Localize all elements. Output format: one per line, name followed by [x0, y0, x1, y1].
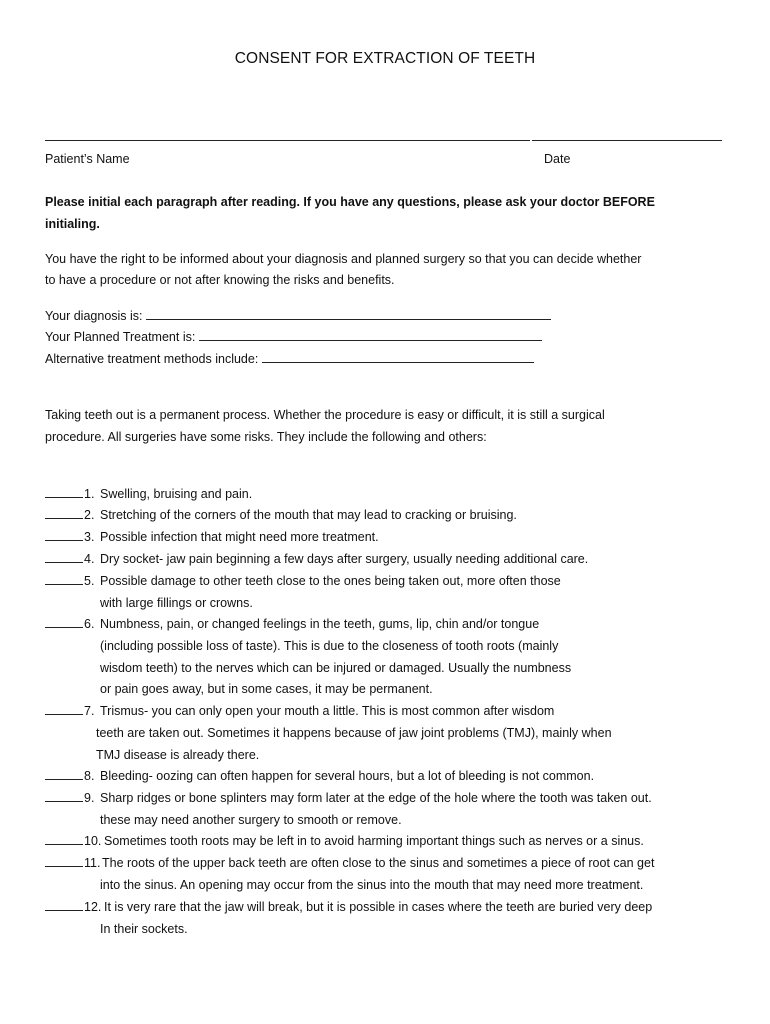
alternative-field: [45, 350, 534, 367]
risk-number: 11.: [84, 856, 101, 870]
diagnosis-field: [45, 307, 551, 324]
risk-text: Trismus- you can only open your mouth a little. This is most common after wisdom: [100, 704, 555, 718]
risk-item-4: [45, 551, 589, 567]
date-label: Date: [544, 152, 571, 166]
risk-item-11: [45, 855, 655, 871]
initial-blank[interactable]: [45, 833, 83, 845]
instructions-line-2: initialing.: [45, 217, 100, 231]
risk-item-8: [45, 768, 595, 784]
risk-text-continued: teeth are taken out. Sometimes it happens because of jaw joint problems (TMJ), mainly when: [96, 725, 612, 740]
risk-number: 10.: [84, 834, 102, 848]
risk-text: Bleeding- oozing can often happen for several hours, but a lot of bleeding is not common.: [100, 769, 595, 783]
initial-blank[interactable]: [45, 529, 83, 541]
risk-text: The roots of the upper back teeth are often close to the sinus and sometimes a piece of root can get: [102, 856, 655, 870]
risk-text: Possible damage to other teeth close to the ones being taken out, more often those: [100, 574, 561, 588]
document-title: CONSENT FOR EXTRACTION OF TEETH: [234, 50, 536, 67]
rights-line-1: You have the right to be informed about your diagnosis and planned surgery so that you can decide whether: [45, 252, 642, 266]
risk-text-continued: wisdom teeth) to the nerves which can be injured or damaged. Usually the numbness: [100, 660, 572, 675]
risk-item-1: [45, 486, 253, 502]
risk-number: 4.: [84, 552, 95, 566]
initial-blank[interactable]: [45, 768, 83, 780]
initial-blank[interactable]: [45, 486, 83, 498]
risk-item-10: [45, 833, 644, 849]
risk-text-continued: these may need another surgery to smooth or remove.: [100, 812, 402, 827]
initial-blank[interactable]: [45, 573, 83, 585]
risk-text-continued: TMJ disease is already there.: [96, 747, 260, 762]
risk-item-2: [45, 507, 517, 523]
risk-text: It is very rare that the jaw will break, but it is possible in cases where the teeth are buried very deep: [104, 900, 653, 914]
initial-blank[interactable]: [45, 703, 83, 715]
initial-blank[interactable]: [45, 507, 83, 519]
diagnosis-input-line[interactable]: [146, 307, 551, 320]
risk-text-continued: into the sinus. An opening may occur from the sinus into the mouth that may need more treatment.: [100, 877, 644, 892]
risk-item-3: [45, 529, 379, 545]
risk-text-continued: or pain goes away, but in some cases, it may be permanent.: [100, 682, 433, 697]
diagnosis-label: Your diagnosis is:: [45, 309, 143, 323]
risk-text: Sharp ridges or bone splinters may form later at the edge of the hole where the tooth was taken out.: [100, 791, 652, 805]
patient-name-line[interactable]: [45, 140, 530, 141]
risk-item-9: [45, 790, 652, 806]
risk-text-continued: In their sockets.: [100, 921, 188, 936]
risk-text: Numbness, pain, or changed feelings in the teeth, gums, lip, chin and/or tongue: [100, 617, 540, 631]
risk-number: 9.: [84, 791, 95, 805]
risk-item-6: [45, 616, 540, 632]
alternative-label: Alternative treatment methods include:: [45, 352, 259, 366]
intro-line-1: Taking teeth out is a permanent process. Whether the procedure is easy or difficult, it is still a surgical: [45, 408, 605, 422]
risk-number: 7.: [84, 704, 95, 718]
date-line[interactable]: [532, 140, 722, 141]
risk-text: Possible infection that might need more treatment.: [100, 530, 379, 544]
initial-blank[interactable]: [45, 855, 83, 867]
risk-number: 12.: [84, 900, 102, 914]
treatment-field: [45, 328, 542, 345]
risk-number: 6.: [84, 617, 95, 631]
treatment-input-line[interactable]: [199, 328, 542, 341]
risk-number: 3.: [84, 530, 95, 544]
initial-blank[interactable]: [45, 790, 83, 802]
treatment-label: Your Planned Treatment is:: [45, 330, 196, 344]
risk-item-12: [45, 899, 653, 915]
initial-blank[interactable]: [45, 616, 83, 628]
risk-number: 5.: [84, 574, 95, 588]
initial-blank[interactable]: [45, 899, 83, 911]
risk-text: Dry socket- jaw pain beginning a few days after surgery, usually needing additional care.: [100, 552, 589, 566]
rights-line-2: to have a procedure or not after knowing the risks and benefits.: [45, 273, 395, 287]
risk-item-7: [45, 703, 555, 719]
risk-number: 8.: [84, 769, 95, 783]
patient-name-label: Patient’s Name: [45, 152, 130, 166]
intro-line-2: procedure. All surgeries have some risks. They include the following and others:: [45, 430, 487, 444]
risk-number: 2.: [84, 508, 95, 522]
alternative-input-line[interactable]: [262, 350, 534, 363]
risk-item-5: [45, 573, 561, 589]
risk-text-continued: (including possible loss of taste). This is due to the closeness of tooth roots (mainly: [100, 638, 559, 653]
instructions-line-1: Please initial each paragraph after reading. If you have any questions, please ask your doctor BEFORE: [45, 195, 655, 209]
initial-blank[interactable]: [45, 551, 83, 563]
risk-text: Stretching of the corners of the mouth that may lead to cracking or bruising.: [100, 508, 517, 522]
risk-text: Swelling, bruising and pain.: [100, 487, 253, 501]
risk-text: Sometimes tooth roots may be left in to avoid harming important things such as nerves or a sinus.: [104, 834, 644, 848]
risk-number: 1.: [84, 487, 95, 501]
risk-text-continued: with large fillings or crowns.: [100, 595, 253, 610]
